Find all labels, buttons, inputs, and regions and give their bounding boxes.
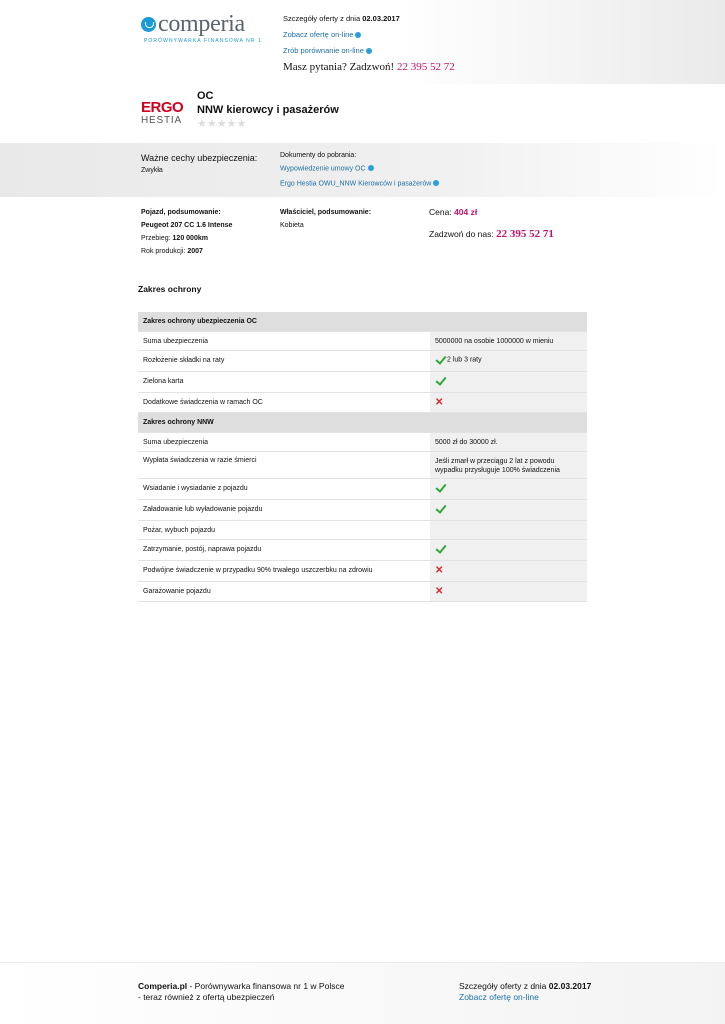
- table-row: [138, 561, 587, 582]
- check-icon: [435, 503, 447, 515]
- product-type: OC: [197, 90, 214, 102]
- table-section-header: Zakres ochrony ubezpieczenia OC: [138, 312, 587, 332]
- coverage-label: Pożar, wybuch pojazdu: [143, 527, 215, 534]
- owner-value: Kobieta: [280, 222, 304, 229]
- table-row: [138, 540, 587, 561]
- check-icon: [435, 543, 447, 555]
- features-value: Zwykła: [141, 167, 163, 174]
- phone-number[interactable]: 22 395 52 72: [396, 61, 455, 73]
- check-icon: [435, 482, 447, 494]
- coverage-value-text: 2 lub 3 raty: [447, 356, 482, 364]
- info-icon: [355, 32, 361, 38]
- logo-tagline: PORÓWNYWARKA FINANSOWA NR 1: [144, 38, 262, 44]
- footer-offer-date: Szczegóły oferty z dnia 02.03.2017: [459, 981, 592, 991]
- vehicle-model: Peugeot 207 CC 1.6 Intense: [141, 222, 233, 229]
- table-row: [138, 351, 587, 372]
- coverage-value: [430, 582, 587, 601]
- table-row: [138, 332, 587, 351]
- coverage-label: Dodatkowe świadczenia w ramach OC: [143, 399, 263, 406]
- price-value: 404 zł: [454, 207, 478, 217]
- cross-icon: ✕: [435, 586, 444, 597]
- contact-phone: Masz pytania? Zadzwoń! 22 395 52 72: [283, 61, 455, 73]
- coverage-value: [430, 433, 587, 451]
- call-us: Zadzwoń do nas: 22 395 52 71: [429, 228, 554, 240]
- table-section-header: Zakres ochrony NNW: [138, 413, 587, 433]
- coverage-value: [430, 561, 587, 581]
- info-icon: [433, 180, 439, 186]
- footer-view-offer-link[interactable]: Zobacz ofertę on-line: [459, 992, 539, 1002]
- table-row: [138, 372, 587, 393]
- table-row: [138, 500, 587, 521]
- footer: [0, 962, 725, 1024]
- ergo-hestia-logo: ERGO HESTIA: [141, 99, 184, 126]
- coverage-value-text: 5000000 na osobie 1000000 w mieniu: [435, 338, 554, 345]
- features-title: Ważne cechy ubezpieczenia:: [141, 153, 258, 163]
- coverage-label: Wypłata świadczenia w razie śmierci: [143, 457, 257, 464]
- coverage-label: Garażowanie pojazdu: [143, 588, 211, 595]
- coverage-table: [138, 312, 587, 602]
- cross-icon: ✕: [435, 397, 444, 408]
- documents-title: Dokumenty do pobrania:: [280, 152, 357, 159]
- rating-stars-icon: ★★★★★: [197, 118, 247, 130]
- coverage-value: [430, 500, 587, 520]
- coverage-label: Suma ubezpieczenia: [143, 338, 208, 345]
- coverage-value: [430, 452, 587, 478]
- footer-tagline: - teraz również z ofertą ubezpieczeń: [138, 992, 275, 1002]
- coverage-value-text: Jeśli zmarł w przeciągu 2 lat z powodu wypadku przysługuje 100% świadczenia: [435, 458, 560, 474]
- coverage-value: [430, 351, 587, 371]
- vehicle-summary-title: Pojazd, podsumowanie:: [141, 209, 221, 216]
- compare-online-link[interactable]: Zrób porównanie on-line: [283, 46, 372, 55]
- table-row: [138, 433, 587, 452]
- info-icon: [366, 48, 372, 54]
- view-offer-online-link[interactable]: Zobacz ofertę on-line: [283, 30, 361, 39]
- table-row: [138, 521, 587, 540]
- offer-date: Szczegóły oferty z dnia 02.03.2017: [283, 14, 400, 23]
- coverage-label: Wsiadanie i wysiadanie z pojazdu: [143, 485, 248, 492]
- cross-icon: ✕: [435, 565, 444, 576]
- check-icon: [435, 354, 447, 366]
- table-row: [138, 479, 587, 500]
- coverage-title: Zakres ochrony: [138, 284, 202, 294]
- call-phone-number[interactable]: 22 395 52 71: [496, 228, 554, 240]
- document-link[interactable]: Wypowiedzenie umowy OC: [280, 165, 374, 173]
- coverage-label: Załadowanie lub wyładowanie pojazdu: [143, 506, 263, 513]
- document-link[interactable]: Ergo Hestia OWU_NNW Kierowców i pasażerów: [280, 180, 439, 188]
- table-row: [138, 582, 587, 602]
- table-row: [138, 452, 587, 479]
- footer-brand-line: Comperia.pl - Porównywarka finansowa nr 1 w Polsce: [138, 981, 345, 991]
- owner-summary-title: Właściciel, podsumowanie:: [280, 209, 372, 216]
- comperia-logo-icon: [141, 17, 156, 32]
- info-icon: [368, 165, 374, 171]
- coverage-value: [430, 479, 587, 499]
- coverage-value-text: 5000 zł do 30000 zł.: [435, 439, 498, 446]
- table-row: [138, 393, 587, 413]
- check-icon: [435, 375, 447, 387]
- coverage-label: Suma ubezpieczenia: [143, 439, 208, 446]
- coverage-value: [430, 521, 587, 539]
- coverage-label: Rozłożenie składki na raty: [143, 357, 225, 364]
- comperia-logo[interactable]: [141, 11, 262, 46]
- coverage-value: [430, 332, 587, 350]
- product-name: NNW kierowcy i pasażerów: [197, 104, 339, 116]
- vehicle-mileage: Przebieg: 120 000km: [141, 235, 208, 242]
- coverage-label: Zielona karta: [143, 378, 184, 385]
- coverage-value: [430, 540, 587, 560]
- coverage-value: [430, 372, 587, 392]
- coverage-label: Podwójne świadczenie w przypadku 90% trwałego uszczerbku na zdrowiu: [143, 567, 373, 574]
- price: Cena: 404 zł: [429, 207, 478, 217]
- coverage-label: Zatrzymanie, postój, naprawa pojazdu: [143, 546, 262, 553]
- vehicle-year: Rok produkcji: 2007: [141, 248, 203, 255]
- logo-wordmark: comperia: [158, 11, 245, 37]
- coverage-value: [430, 393, 587, 412]
